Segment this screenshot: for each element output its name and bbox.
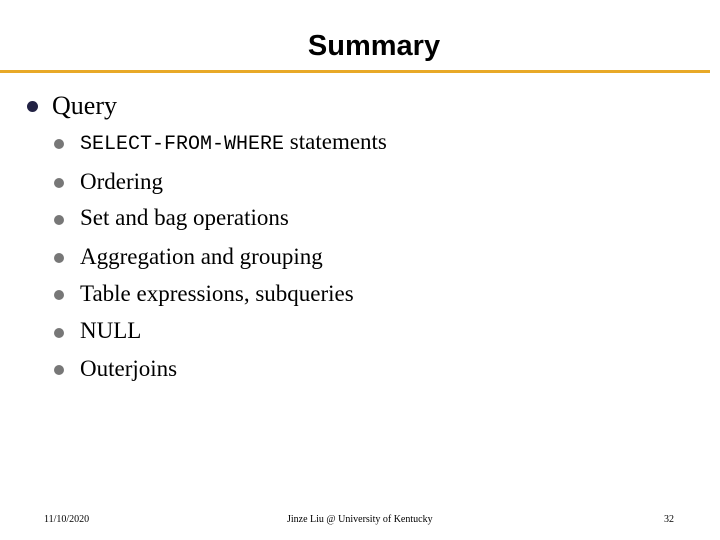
bullet-icon <box>27 101 38 112</box>
sub-bullet-icon <box>54 253 64 263</box>
slide-title: Summary <box>307 30 441 62</box>
sub-bullet-icon <box>54 290 64 300</box>
statements-text: statements <box>284 129 387 154</box>
sub-bullet-null: NULL <box>80 318 142 343</box>
sub-bullet-outerjoins: Outerjoins <box>80 356 178 381</box>
sub-bullet-ordering: Ordering <box>80 169 164 194</box>
sub-bullet-table-expressions: Table expressions, subqueries <box>80 281 354 306</box>
sub-bullet-aggregation-grouping: Aggregation and grouping <box>80 244 323 269</box>
footer-author: Jinze Liu @ University of Kentucky <box>287 514 433 525</box>
sub-bullet-icon <box>54 178 64 188</box>
code-select-from-where: SELECT-FROM-WHERE <box>80 133 285 156</box>
footer-page-number: 32 <box>664 514 674 525</box>
sub-bullet-select-from-where <box>80 128 387 159</box>
title-divider <box>0 70 710 73</box>
sub-bullet-icon <box>54 215 64 225</box>
footer-date: 11/10/2020 <box>44 514 90 525</box>
bullet-query: Query <box>52 91 117 120</box>
sub-bullet-icon <box>54 365 64 375</box>
sub-bullet-icon <box>54 139 64 149</box>
sub-bullet-set-bag-operations: Set and bag operations <box>80 205 289 230</box>
sub-bullet-icon <box>54 328 64 338</box>
